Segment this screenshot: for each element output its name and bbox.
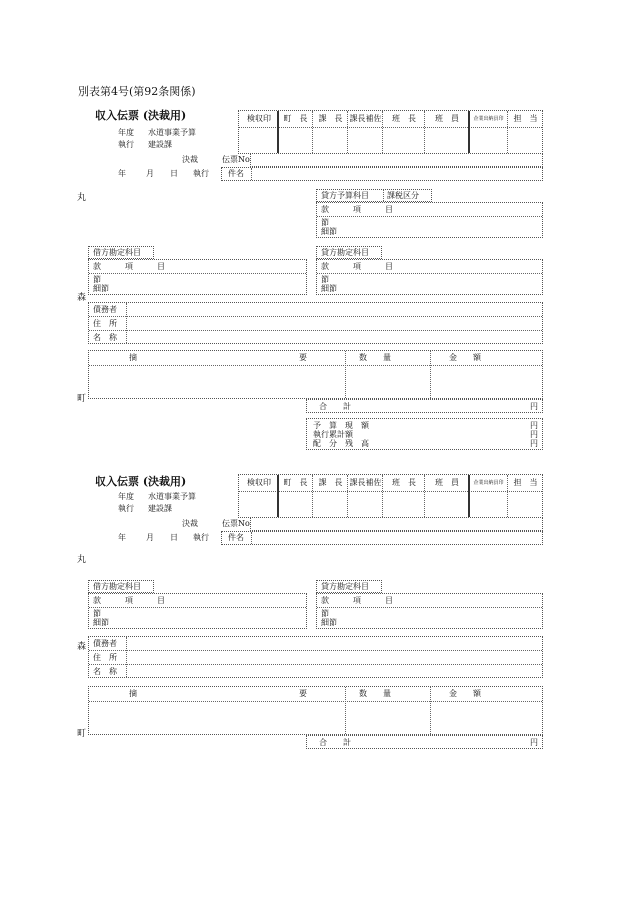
karikata-row1: 款 項 目 — [93, 596, 165, 605]
debtor-name-label: 名 称 — [93, 667, 117, 676]
budget-remaining-label: 配 分 残 高 — [313, 439, 369, 448]
total-label: 合 計 — [319, 738, 351, 747]
date-day: 日 — [170, 533, 178, 542]
side-char-1: 丸 — [77, 555, 87, 565]
approval-suitoin: 企業出納員印 — [473, 480, 504, 486]
side-char-2: 森 — [77, 293, 87, 303]
karikata-box — [88, 259, 307, 295]
kenmei-box — [221, 167, 543, 181]
approval-tanto: 担 当 — [513, 478, 538, 487]
approval-hanin: 班 員 — [435, 478, 459, 487]
approval-kenshuin: 検収印 — [247, 478, 271, 487]
summary-header-teki: 摘 — [129, 689, 137, 698]
summary-header-yo: 要 — [299, 353, 307, 362]
approval-suitoin: 企業出納員印 — [473, 116, 504, 122]
shikko-label: 執行 — [193, 533, 209, 542]
date-month: 月 — [146, 169, 154, 178]
side-char-3: 町 — [77, 729, 87, 739]
kashikata-title: 貸方勘定科目 — [321, 582, 369, 591]
denpyo-no-box — [250, 518, 543, 531]
kashikata-budget-row2: 節 — [321, 218, 329, 227]
summary-table — [88, 686, 543, 735]
total-row — [306, 399, 543, 413]
debtor-label: 債務者 — [93, 639, 117, 648]
debtor-label: 債務者 — [93, 305, 117, 314]
kashikata-title-box — [316, 580, 382, 593]
kashikata-box — [316, 259, 543, 295]
karikata-title: 借方勘定科目 — [93, 582, 141, 591]
date-day: 日 — [170, 169, 178, 178]
total-unit: 円 — [530, 402, 538, 411]
total-unit: 円 — [530, 738, 538, 747]
approval-chocho: 町 長 — [283, 478, 308, 487]
approval-kacho-hosa: 課長補佐 — [349, 114, 382, 123]
approval-kenshuin: 検収印 — [247, 114, 271, 123]
approval-kacho: 課 長 — [318, 114, 343, 123]
karikata-row2: 節 — [93, 609, 101, 618]
budget-current-unit: 円 — [530, 421, 538, 430]
form-title: 収入伝票 (決裁用) — [95, 109, 187, 122]
budget-label: 水道事業予算 — [148, 128, 196, 137]
tax-category-label: 課税区分 — [387, 191, 419, 200]
debtor-name-label: 名 称 — [93, 333, 117, 342]
kashikata-row2: 節 — [321, 609, 329, 618]
budget-remaining-unit: 円 — [530, 439, 538, 448]
total-row — [306, 735, 543, 749]
approval-hancho: 班 長 — [392, 478, 416, 487]
karikata-row3: 細節 — [93, 618, 109, 627]
karikata-box — [88, 593, 307, 629]
side-char-1: 丸 — [77, 193, 87, 203]
approval-kacho: 課 長 — [318, 478, 343, 487]
form-title: 収入伝票 (決裁用) — [95, 475, 187, 488]
exec-label: 執行 — [118, 504, 134, 513]
debtor-box — [88, 302, 543, 344]
year-label: 年度 — [118, 492, 134, 501]
budget-current-label: 予 算 現 額 — [313, 421, 369, 430]
approval-chocho: 町 長 — [283, 114, 308, 123]
section-label: 建設課 — [148, 504, 172, 513]
table-reference: 別表第4号(第92条関係) — [78, 85, 196, 98]
karikata-title: 借方勘定科目 — [93, 248, 141, 257]
karikata-row1: 款 項 目 — [93, 262, 165, 271]
budget-label: 水道事業予算 — [148, 492, 196, 501]
approval-tanto: 担 当 — [513, 114, 538, 123]
karikata-row3: 細節 — [93, 284, 109, 293]
exec-label: 執行 — [118, 140, 134, 149]
kashikata-budget-title-box — [316, 189, 432, 202]
summary-header-amount: 金 額 — [449, 353, 481, 362]
kenmei-box — [221, 531, 543, 545]
karikata-title-box — [88, 580, 154, 593]
karikata-title-box — [88, 246, 154, 259]
kessai-label: 決裁 — [182, 519, 198, 528]
kashikata-budget-title: 貸方予算科目 — [321, 191, 369, 200]
kashikata-budget-row1: 款 項 目 — [321, 205, 393, 214]
kashikata-title: 貸方勘定科目 — [321, 248, 369, 257]
kashikata-row1: 款 項 目 — [321, 262, 393, 271]
year-label: 年度 — [118, 128, 134, 137]
denpyo-no-label: 伝票No — [222, 155, 250, 164]
kashikata-row1: 款 項 目 — [321, 596, 393, 605]
kenmei-label: 件名 — [228, 533, 244, 542]
side-char-3: 町 — [77, 394, 87, 404]
approval-stamp-table — [238, 474, 543, 518]
kashikata-row3: 細節 — [321, 618, 337, 627]
approval-stamp-table — [238, 110, 543, 154]
summary-header-teki: 摘 — [129, 353, 137, 362]
kashikata-budget-box — [316, 202, 543, 238]
budget-cumulative-unit: 円 — [530, 430, 538, 439]
section-label: 建設課 — [148, 140, 172, 149]
denpyo-no-box — [250, 154, 543, 167]
debtor-address-label: 住 所 — [93, 319, 117, 328]
date-year: 年 — [118, 169, 126, 178]
summary-table — [88, 350, 543, 399]
debtor-box — [88, 636, 543, 678]
debtor-address-label: 住 所 — [93, 653, 117, 662]
kessai-label: 決裁 — [182, 155, 198, 164]
shikko-label: 執行 — [193, 169, 209, 178]
kashikata-row3: 細節 — [321, 284, 337, 293]
kashikata-title-box — [316, 246, 382, 259]
karikata-row2: 節 — [93, 275, 101, 284]
side-char-2: 森 — [77, 642, 87, 652]
approval-hanin: 班 員 — [435, 114, 459, 123]
denpyo-no-label: 伝票No — [222, 519, 250, 528]
summary-header-quantity: 数 量 — [359, 689, 391, 698]
date-month: 月 — [146, 533, 154, 542]
total-label: 合 計 — [319, 402, 351, 411]
budget-box — [306, 418, 543, 450]
budget-cumulative-label: 執行累計額 — [313, 430, 353, 439]
summary-header-amount: 金 額 — [449, 689, 481, 698]
approval-hancho: 班 長 — [392, 114, 416, 123]
summary-header-yo: 要 — [299, 689, 307, 698]
kashikata-budget-row3: 細節 — [321, 227, 337, 236]
kashikata-box — [316, 593, 543, 629]
approval-kacho-hosa: 課長補佐 — [349, 478, 382, 487]
kenmei-label: 件名 — [228, 169, 244, 178]
date-year: 年 — [118, 533, 126, 542]
kashikata-row2: 節 — [321, 275, 329, 284]
summary-header-quantity: 数 量 — [359, 353, 391, 362]
